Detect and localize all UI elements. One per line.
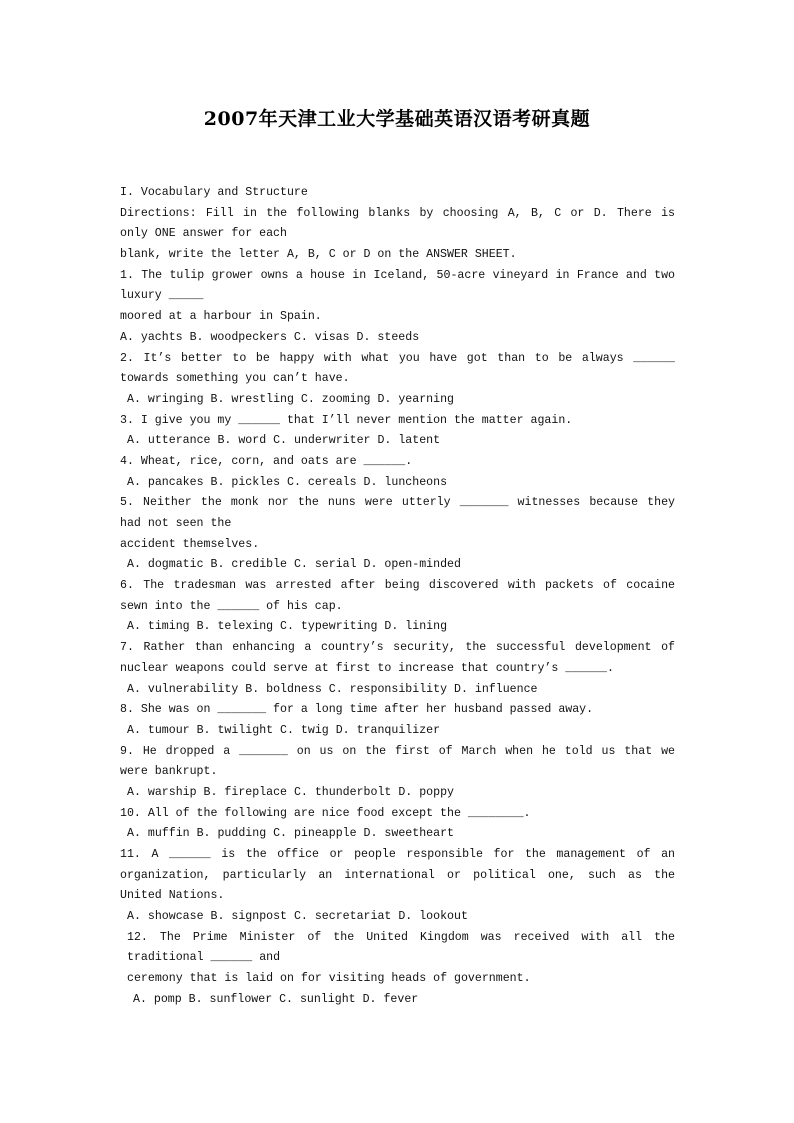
text-line: 3. I give you my ______ that I’ll never mention the matter again.: [120, 413, 573, 427]
page-title: 2007年天津工业大学基础英语汉语考研真题: [203, 108, 591, 130]
text-line: A. dogmatic B. credible C. serial D. open-minded: [127, 558, 461, 572]
text-line: nuclear weapons could serve at first to increase that country’s ______.: [120, 661, 614, 675]
text-line: ceremony that is laid on for visiting heads of government.: [127, 972, 531, 986]
text-line: were bankrupt.: [120, 765, 218, 779]
text-line: blank, write the letter A, B, C or D on the ANSWER SHEET.: [120, 248, 517, 262]
text-line: 12. The Prime Minister of the United Kingdom was received with all the: [127, 930, 675, 944]
text-line: 5. Neither the monk nor the nuns were utterly _______ witnesses because they: [120, 496, 675, 510]
text-line: accident themselves.: [120, 537, 260, 551]
text-line: A. pancakes B. pickles C. cereals D. luncheons: [127, 475, 448, 489]
text-line: A. tumour B. twilight C. twig D. tranquilizer: [127, 723, 441, 737]
text-line: A. utterance B. word C. underwriter D. latent: [127, 434, 441, 448]
text-line: towards something you can’t have.: [120, 372, 350, 386]
text-line: moored at a harbour in Spain.: [120, 310, 322, 324]
text-line: 9. He dropped a _______ on us on the first of March when he told us that we: [120, 744, 675, 758]
text-line: 6. The tradesman was arrested after being discovered with packets of cocaine: [120, 579, 675, 593]
text-line: A. muffin B. pudding C. pineapple D. sweetheart: [127, 827, 454, 841]
text-line: A. vulnerability B. boldness C. responsibility D. influence: [127, 682, 538, 696]
text-line: only ONE answer for each: [120, 227, 287, 241]
text-line: A. yachts B. woodpeckers C. visas D. steeds: [120, 330, 420, 344]
text-line: 2. It’s better to be happy with what you have got than to be always ______: [120, 351, 675, 365]
text-line: organization, particularly an international or political one, such as the: [120, 868, 675, 882]
text-line: 7. Rather than enhancing a country’s security, the successful development of: [120, 641, 675, 655]
text-line: had not seen the: [120, 517, 232, 530]
text-line: A. pomp B. sunflower C. sunlight D. fever: [133, 992, 419, 1006]
text-line: A. wringing B. wrestling C. zooming D. yearning: [127, 392, 454, 406]
document-body: [120, 183, 675, 1011]
text-line: A. warship B. fireplace C. thunderbolt D. poppy: [127, 785, 454, 799]
text-line: luxury _____: [120, 289, 204, 303]
text-line: Directions: Fill in the following blanks by choosing A, B, C or D. There is: [120, 206, 675, 220]
text-line: 1. The tulip grower owns a house in Iceland, 50-acre vineyard in France and two: [120, 268, 675, 282]
text-line: United Nations.: [120, 889, 225, 903]
text-line: 10. All of the following are nice food except the ________.: [120, 806, 531, 820]
text-line: A. showcase B. signpost C. secretariat D. lookout: [127, 910, 468, 924]
text-line: traditional ______ and: [127, 951, 281, 965]
text-line: I. Vocabulary and Structure: [120, 186, 308, 199]
text-line: 11. A ______ is the office or people responsible for the management of an: [120, 848, 675, 861]
text-line: 4. Wheat, rice, corn, and oats are ______.: [120, 454, 413, 468]
text-line: A. timing B. telexing C. typewriting D. lining: [127, 620, 448, 634]
text-line: 8. She was on _______ for a long time after her husband passed away.: [120, 703, 594, 717]
text-line: sewn into the ______ of his cap.: [120, 599, 343, 613]
